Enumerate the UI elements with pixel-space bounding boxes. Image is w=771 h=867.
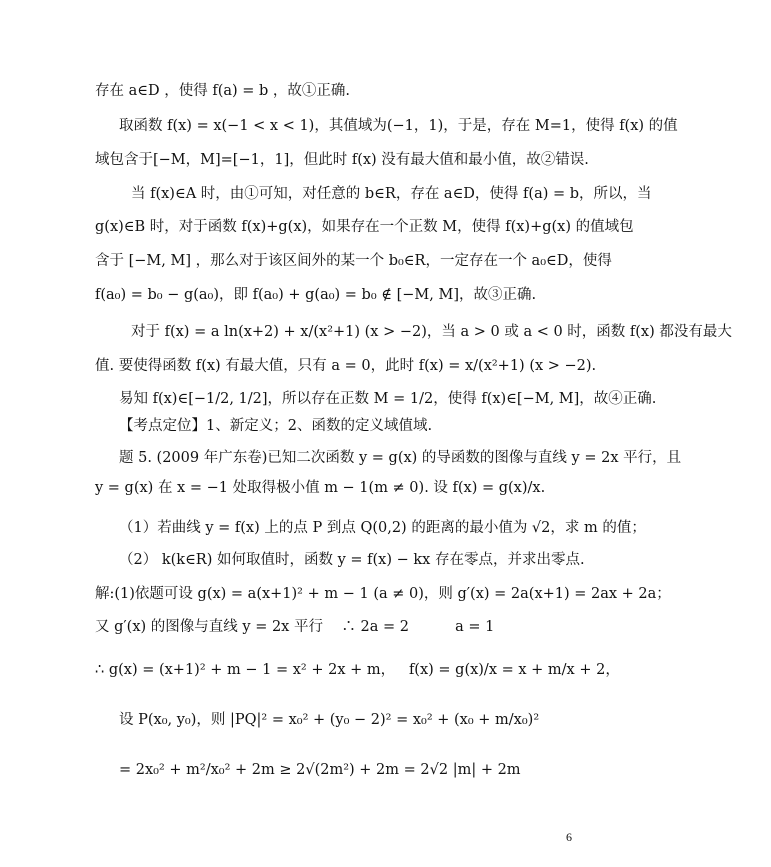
text-line-13: y = g(x) 在 x = −1 处取得极小值 m − 1(m ≠ 0). 设 f(x) = g(x)/x.	[95, 480, 546, 496]
text-line-15: （2） k(k∈R) 如何取值时，函数 y = f(x) − kx 存在零点，并求出零点.	[119, 552, 585, 568]
page-number: 6	[566, 830, 572, 844]
text-line-20: = 2x₀² + m²/x₀² + 2m ≥ 2√(2m²) + 2m = 2√2 |m| + 2m	[119, 762, 521, 778]
text-line-2: 取函数 f(x) = x(−1 < x < 1)，其值域为(−1，1)，于是，存在 M=1，使得 f(x) 的值	[119, 118, 678, 134]
text-line-14: （1）若曲线 y = f(x) 上的点 P 到点 Q(0,2) 的距离的最小值为 √2，求 m 的值；	[119, 520, 646, 536]
text-line-5: g(x)∈B 时，对于函数 f(x)+g(x)，如果存在一个正数 M，使得 f(x)+g(x) 的值域包	[95, 219, 634, 235]
text-line-7: f(a₀) = b₀ − g(a₀)，即 f(a₀) + g(a₀) = b₀ ∉ [−M, M]，故③正确.	[95, 287, 537, 303]
text-line-18: ∴ g(x) = (x+1)² + m − 1 = x² + 2x + m， f(x) = g(x)/x = x + m/x + 2，	[95, 662, 620, 678]
text-line-6: 含于 [−M, M] ，那么对于该区间外的某一个 b₀∈R，一定存在一个 a₀∈D，使得	[95, 253, 612, 269]
text-line-17: 又 g′(x) 的图像与直线 y = 2x 平行 ∴ 2a = 2 a = 1	[95, 619, 495, 635]
text-line-8: 对于 f(x) = a ln(x+2) + x/(x²+1) (x > −2)，当 a > 0 或 a < 0 时，函数 f(x) 都没有最大	[131, 324, 732, 340]
text-line-1: 存在 a∈D ，使得 f(a) = b ，故①正确.	[95, 83, 351, 99]
text-line-19: 设 P(x₀, y₀)，则 |PQ|² = x₀² + (y₀ − 2)² = x₀² + (x₀ + m/x₀)²	[119, 712, 540, 728]
problem-heading: 题 5. (2009 年广东卷)已知二次函数 y = g(x) 的导函数的图像与直线 y = 2x 平行，且	[119, 450, 682, 466]
text-line-4: 当 f(x)∈A 时，由①可知，对任意的 b∈R，存在 a∈D，使得 f(a) = b，所以，当	[131, 186, 652, 202]
text-line-16: 解:(1)依题可设 g(x) = a(x+1)² + m − 1 (a ≠ 0)，则 g′(x) = 2a(x+1) = 2ax + 2a；	[95, 586, 671, 602]
text-line-9: 值. 要使得函数 f(x) 有最大值，只有 a = 0，此时 f(x) = x/(x²+1) (x > −2).	[95, 358, 597, 374]
text-line-10: 易知 f(x)∈[−1/2, 1/2]，所以存在正数 M = 1/2，使得 f(x)∈[−M, M]，故④正确.	[119, 391, 657, 407]
text-line-3: 域包含于[−M，M]=[−1，1]，但此时 f(x) 没有最大值和最小值，故②错误.	[95, 152, 589, 168]
text-line-11: 【考点定位】1、新定义；2、函数的定义域值域.	[119, 418, 433, 434]
